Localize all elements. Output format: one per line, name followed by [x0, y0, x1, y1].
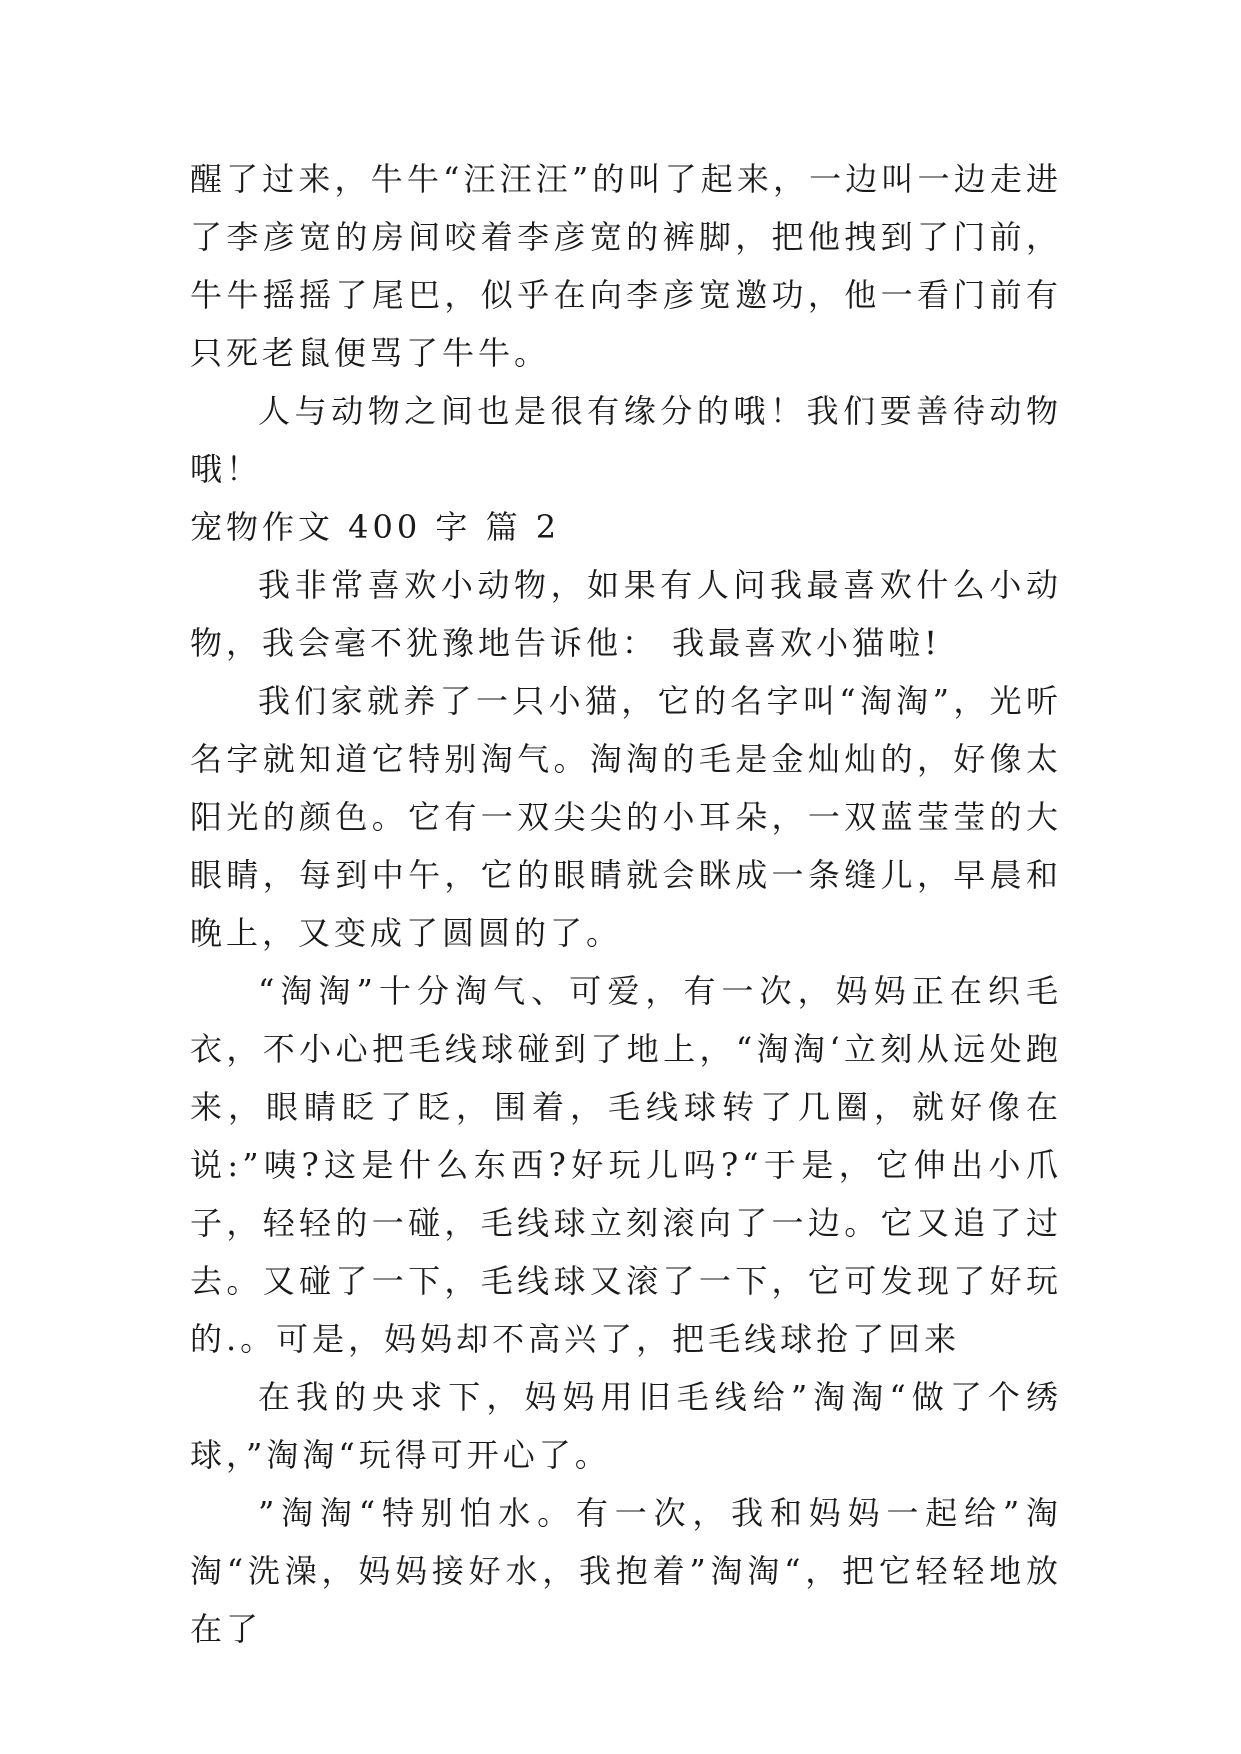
- article-body: [190, 150, 1062, 1658]
- section-heading: 宠物作文 400 字 篇 2: [190, 508, 561, 546]
- paragraph-bath: ”淘淘“特别怕水。有一次，我和妈妈一起给”淘淘“洗澡，妈妈接好水，我抱着”淘淘“，把它轻轻地放在了: [190, 1494, 1062, 1648]
- paragraph-embroidered-ball: 在我的央求下，妈妈用旧毛线给”淘淘“做了个绣球，”淘淘“玩得可开心了。: [190, 1378, 1062, 1474]
- paragraph-conclusion: 人与动物之间也是很有缘分的哦！我们要善待动物哦！: [190, 392, 1062, 488]
- paragraph-continuation: 醒了过来，牛牛“汪汪汪”的叫了起来，一边叫一边走进了李彦宽的房间咬着李彦宽的裤脚，把他拽到了门前，牛牛摇摇了尾巴，似乎在向李彦宽邀功，他一看门前有只死老鼠便骂了牛牛。: [190, 160, 1062, 372]
- paragraph-yarn-ball: “淘淘”十分淘气、可爱，有一次，妈妈正在织毛衣，不小心把毛线球碰到了地上，“淘淘‘立刻从远处跑来，眼睛眨了眨，围着，毛线球转了几圈，就好像在说:”咦?这是什么东西?好玩儿吗?“于是，它伸出小爪子，轻轻的一碰，毛线球立刻滚向了一边。它又追了过去。又碰了一下，毛线球又滚了一下，它可发现了好玩的.。可是，妈妈却不高兴了，把毛线球抢了回来: [190, 972, 1062, 1358]
- paragraph-intro: 我非常喜欢小动物，如果有人问我最喜欢什么小动物，我会毫不犹豫地告诉他： 我最喜欢小猫啦!: [190, 566, 1062, 662]
- paragraph-cat-description: 我们家就养了一只小猫，它的名字叫“淘淘”，光听名字就知道它特别淘气。淘淘的毛是金灿灿的，好像太阳光的颜色。它有一双尖尖的小耳朵，一双蓝莹莹的大眼睛，每到中午，它的眼睛就会眯成一条缝儿，早晨和晚上，又变成了圆圆的了。: [190, 682, 1062, 952]
